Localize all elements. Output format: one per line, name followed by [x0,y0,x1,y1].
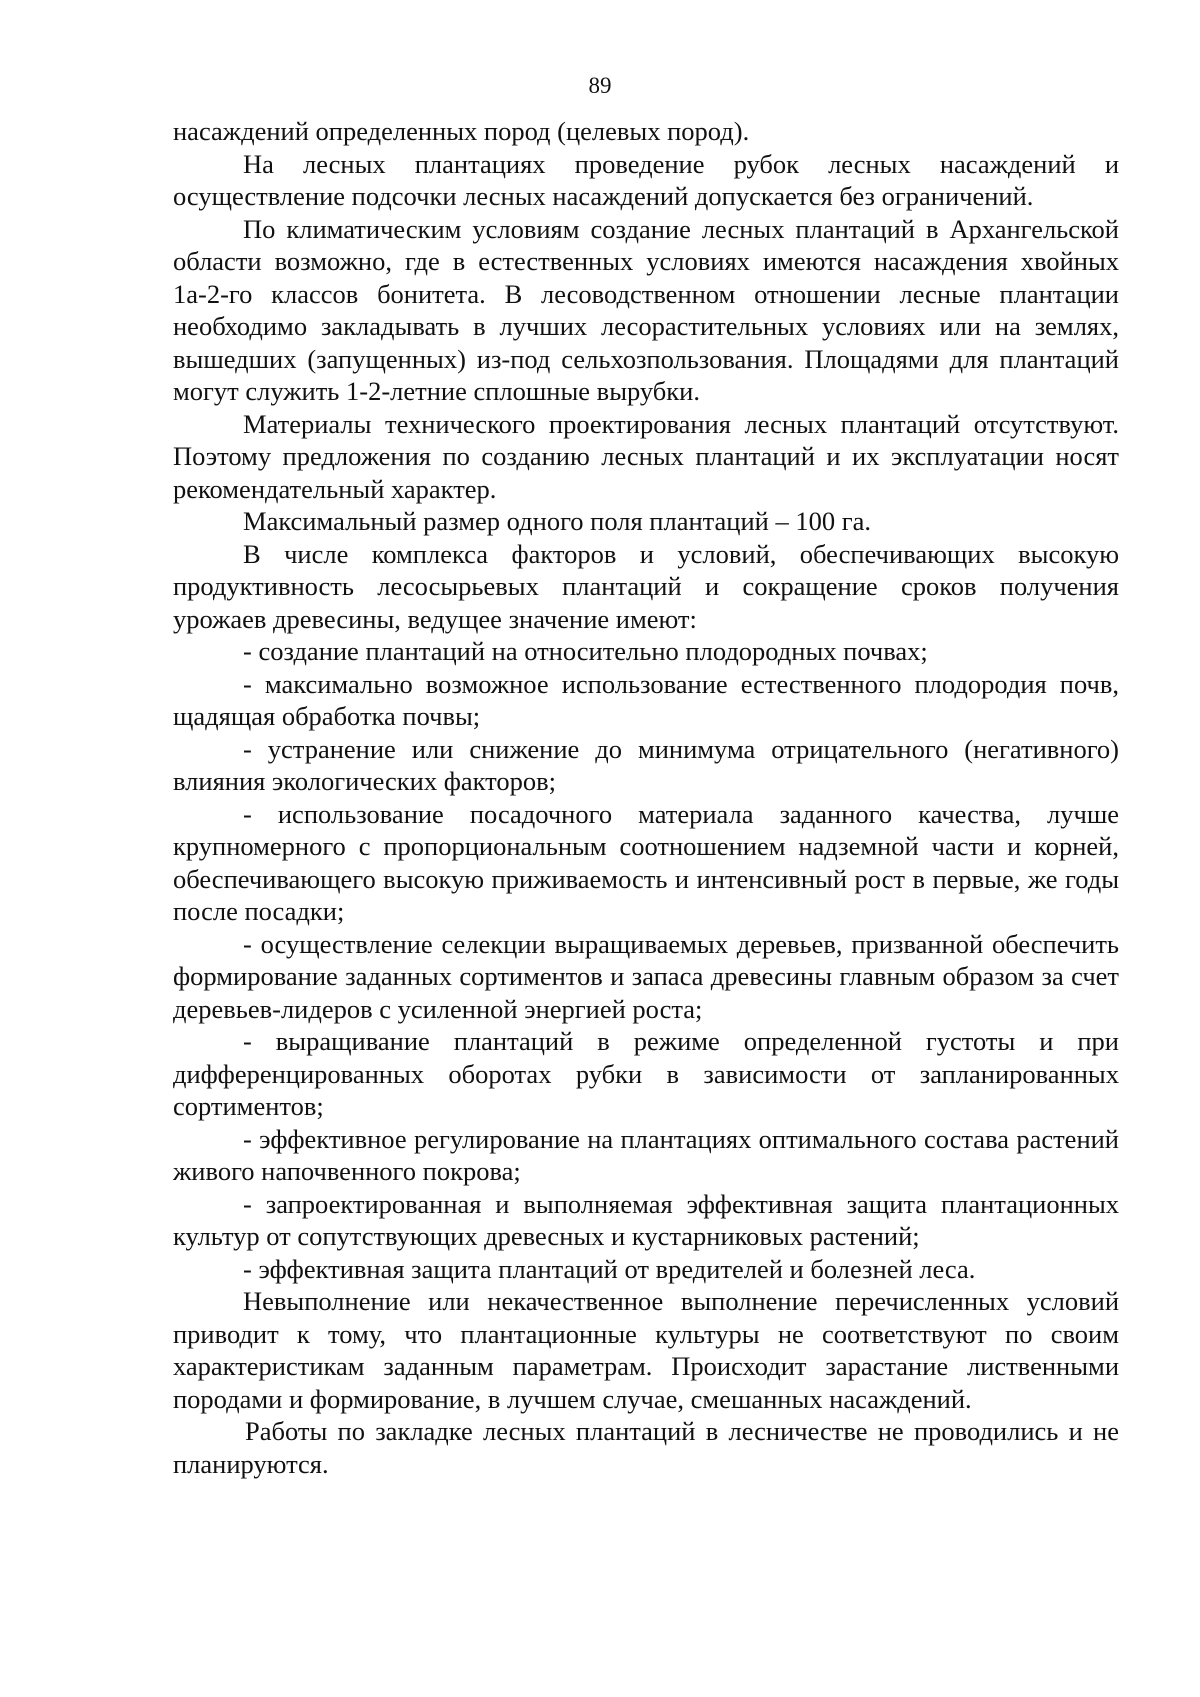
paragraph-max-field-size: Максимальный размер одного поля плантаций – 100 га. [243,506,871,536]
paragraph-climatic-conditions: По климатическим условиям создание лесных плантаций в Архангельской области возможно, где в естественных условиях имеются насаждения хвойных 1а-2-го классов бонитета. В лесоводственном отношении лесные плантации необходимо закладывать в лучших лесорастительных условиях или на землях, вышедших (запущенных) из-под сельхозпользования. Площадями для плантаций могут служить 1-2-летние сплошные вырубки. [173,213,1119,406]
list-item: - запроектированная и выполняемая эффективная защита плантационных культур от сопутствующих древесных и кустарниковых растений; [173,1188,1119,1251]
paragraph-non-fulfillment: Невыполнение или некачественное выполнение перечисленных условий приводит к тому, что плантационные культуры не соответствуют по своим характеристикам заданным параметрам. Происходит зарастание лиственными породами и формирование, в лучшем случае, смешанных насаждений. [173,1286,1119,1414]
list-item: - эффективная защита плантаций от вредителей и болезней леса. [243,1253,976,1284]
paragraph-design-materials: Материалы технического проектирования лесных плантаций отсутствуют. Поэтому предложения по созданию лесных плантаций и их эксплуатации носят рекомендательный характер. [173,408,1119,504]
list-item: - устранение или снижение до минимума отрицательного (негативного) влияния экологических факторов; [173,733,1119,796]
list-item: - максимально возможное использование естественного плодородия почв, щадящая обработка почвы; [173,668,1119,731]
document-body [173,115,1119,1480]
paragraph-conclusion: Работы по закладке лесных плантаций в лесничестве не проводились и не планируются. [173,1416,1119,1479]
list-item: - эффективное регулирование на плантациях оптимального состава растений живого напочвенного покрова; [173,1123,1119,1186]
list-item: - выращивание плантаций в режиме определенной густоты и при дифференцированных оборотах рубки в зависимости от запланированных сортиментов; [173,1026,1119,1121]
page-number: 89 [588,73,612,98]
list-item: - создание плантаций на относительно плодородных почвах; [243,636,928,666]
paragraph-factors-intro: В числе комплекса факторов и условий, обеспечивающих высокую продуктивность лесосырьевых плантаций и сокращение сроков получения урожаев древесины, ведущее значение имеют: [173,538,1119,634]
list-item: - использование посадочного материала заданного качества, лучше крупномерного с пропорциональным соотношением надземной части и корней, обеспечивающего высокую приживаемость и интенсивный рост в первые, же годы после посадки; [173,798,1119,926]
paragraph-plantation-cuttings: На лесных плантациях проведение рубок лесных насаждений и осуществление подсочки лесных насаждений допускается без ограничений. [173,148,1119,211]
paragraph-continuation: насаждений определенных пород (целевых пород). [173,116,750,146]
list-item: - осуществление селекции выращиваемых деревьев, призванной обеспечить формирование заданных сортиментов и запаса древесины главным образом за счет деревьев-лидеров с усиленной энергией роста; [173,928,1119,1024]
